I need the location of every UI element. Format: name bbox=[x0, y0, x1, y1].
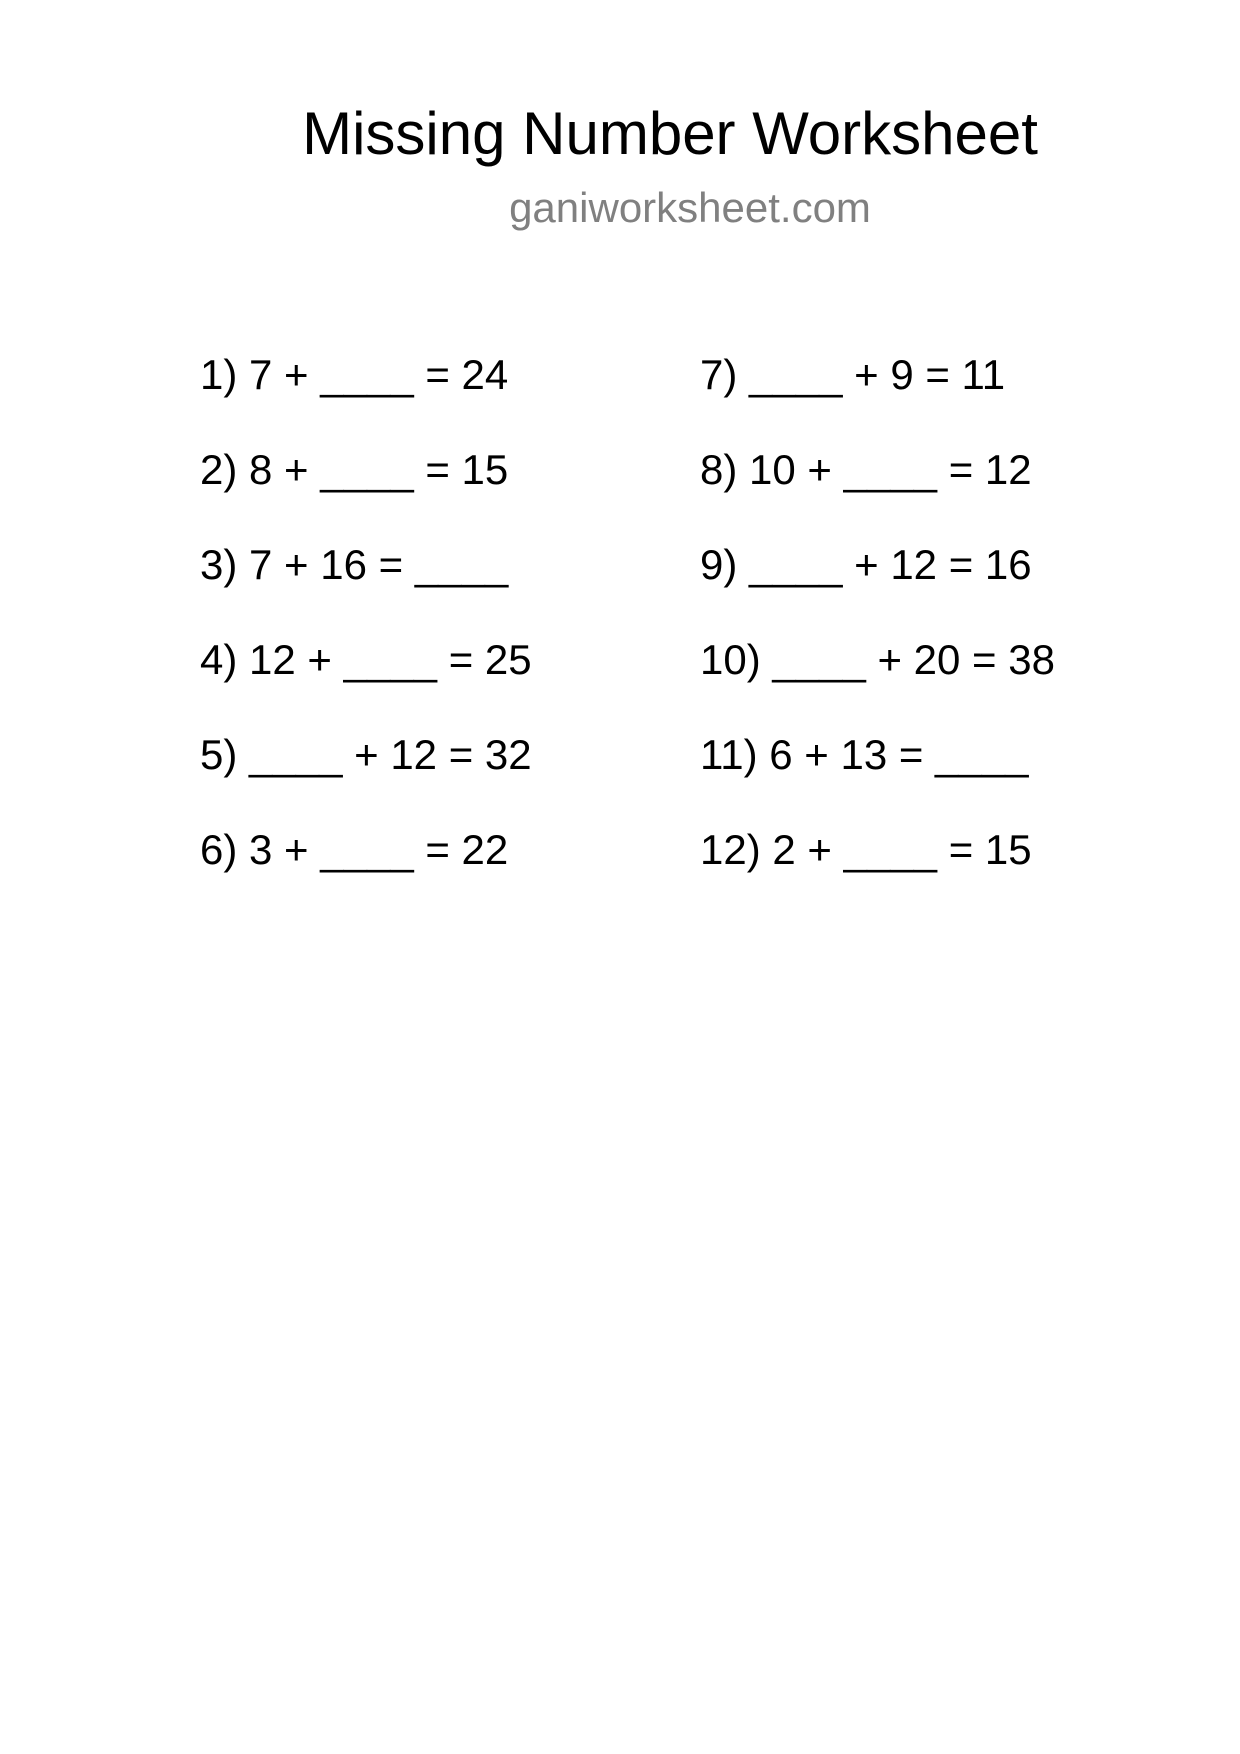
problem-item: 9) ____ + 12 = 16 bbox=[700, 541, 1032, 588]
problem-item: 5) ____ + 12 = 32 bbox=[200, 731, 532, 778]
problem-item: 3) 7 + 16 = ____ bbox=[200, 541, 509, 588]
problem-item: 7) ____ + 9 = 11 bbox=[700, 351, 1006, 398]
problem-item: 4) 12 + ____ = 25 bbox=[200, 636, 532, 683]
problem-item: 11) 6 + 13 = ____ bbox=[700, 731, 1029, 778]
problem-item: 2) 8 + ____ = 15 bbox=[200, 446, 509, 493]
website-label: ganiworksheet.com bbox=[509, 184, 871, 231]
problem-item: 8) 10 + ____ = 12 bbox=[700, 446, 1032, 493]
problem-item: 6) 3 + ____ = 22 bbox=[200, 826, 509, 873]
problems-column-left bbox=[200, 350, 720, 920]
problem-item: 10) ____ + 20 = 38 bbox=[700, 636, 1055, 683]
worksheet-title: Missing Number Worksheet bbox=[302, 100, 1038, 167]
problem-item: 1) 7 + ____ = 24 bbox=[200, 351, 509, 398]
problems-column-right bbox=[700, 350, 1220, 920]
problem-item: 12) 2 + ____ = 15 bbox=[700, 826, 1032, 873]
